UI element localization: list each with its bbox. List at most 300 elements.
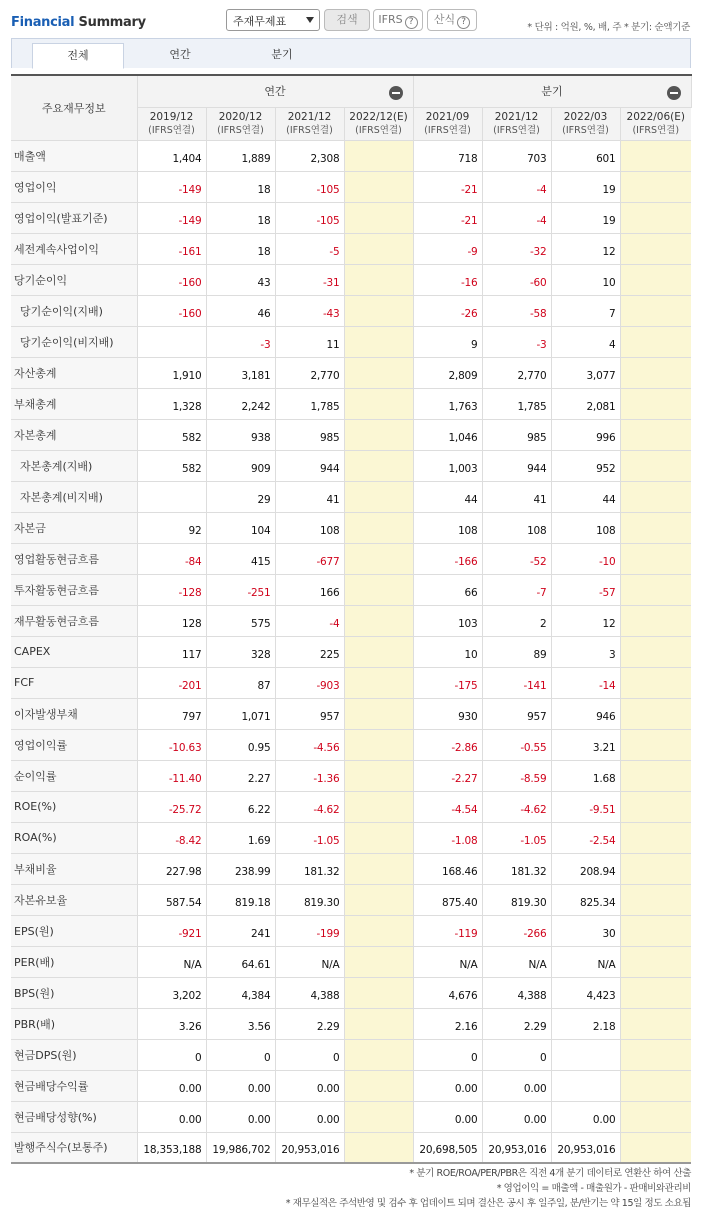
table-cell: N/A	[482, 946, 551, 977]
table-cell: -9	[413, 233, 482, 264]
period-basis: (IFRS연결)	[355, 125, 402, 136]
formula-help-button[interactable]	[427, 9, 477, 31]
table-cell	[344, 202, 413, 233]
row-label: 자본총계(비지배)	[11, 481, 137, 512]
table-cell: 41	[275, 481, 344, 512]
table-cell	[344, 1132, 413, 1163]
ifrs-help-button[interactable]	[373, 9, 423, 31]
row-label: 현금배당성향(%)	[11, 1101, 137, 1132]
table-row	[11, 140, 691, 171]
table-cell: 582	[137, 419, 206, 450]
period-label: 2021/12	[287, 111, 332, 123]
table-cell: -4	[275, 605, 344, 636]
table-cell: 4,388	[482, 977, 551, 1008]
table-cell: 985	[482, 419, 551, 450]
table-cell: 909	[206, 450, 275, 481]
table-cell: -149	[137, 171, 206, 202]
table-cell: -3	[206, 326, 275, 357]
table-cell	[620, 543, 691, 574]
table-cell: 1,785	[275, 388, 344, 419]
table-cell: 128	[137, 605, 206, 636]
table-cell	[344, 760, 413, 791]
table-cell: 1,328	[137, 388, 206, 419]
table-cell	[137, 326, 206, 357]
table-cell	[620, 853, 691, 884]
table-cell: -128	[137, 574, 206, 605]
table-cell: 0	[206, 1039, 275, 1070]
table-cell	[620, 977, 691, 1008]
table-cell: -149	[137, 202, 206, 233]
table-cell: -1.36	[275, 760, 344, 791]
table-cell: -4.62	[482, 791, 551, 822]
table-cell: 2.16	[413, 1008, 482, 1039]
table-cell: -3	[482, 326, 551, 357]
period-label: 2019/12	[149, 111, 194, 123]
table-cell: 4	[551, 326, 620, 357]
table-cell	[620, 233, 691, 264]
table-cell: 582	[137, 450, 206, 481]
table-cell	[551, 1039, 620, 1070]
table-cell: 4,388	[275, 977, 344, 1008]
table-cell: 985	[275, 419, 344, 450]
table-cell: 18	[206, 233, 275, 264]
table-cell: -5	[275, 233, 344, 264]
table-cell: 225	[275, 636, 344, 667]
table-cell: -21	[413, 171, 482, 202]
table-cell: 10	[551, 264, 620, 295]
period-header	[275, 107, 344, 140]
table-cell	[620, 946, 691, 977]
table-cell: -31	[275, 264, 344, 295]
table-cell: -58	[482, 295, 551, 326]
table-cell: 19	[551, 171, 620, 202]
table-cell: 2.29	[482, 1008, 551, 1039]
table-cell: -21	[413, 202, 482, 233]
row-label: 영업이익률	[11, 729, 137, 760]
table-cell	[344, 791, 413, 822]
table-cell: 87	[206, 667, 275, 698]
table-row	[11, 481, 691, 512]
row-label: 자본총계(지배)	[11, 450, 137, 481]
table-cell: 18,353,188	[137, 1132, 206, 1163]
table-body	[11, 140, 691, 1163]
table-row	[11, 543, 691, 574]
tab-all[interactable]: 전체	[32, 43, 124, 69]
table-cell: -105	[275, 171, 344, 202]
table-cell: 587.54	[137, 884, 206, 915]
table-row	[11, 388, 691, 419]
table-cell	[344, 884, 413, 915]
table-cell	[620, 667, 691, 698]
table-cell: 2,242	[206, 388, 275, 419]
table-cell: 1.68	[551, 760, 620, 791]
quarter-group-header	[413, 75, 691, 107]
table-cell	[344, 667, 413, 698]
table-row	[11, 171, 691, 202]
table-cell: 944	[482, 450, 551, 481]
table-cell: 92	[137, 512, 206, 543]
table-row	[11, 357, 691, 388]
table-row	[11, 884, 691, 915]
table-cell: 2.27	[206, 760, 275, 791]
table-cell	[137, 481, 206, 512]
table-cell: -921	[137, 915, 206, 946]
table-cell: 6.22	[206, 791, 275, 822]
table-cell	[551, 1070, 620, 1101]
table-cell: 2.18	[551, 1008, 620, 1039]
table-cell: -201	[137, 667, 206, 698]
table-cell: 20,953,016	[275, 1132, 344, 1163]
table-cell: 18	[206, 171, 275, 202]
table-cell: 117	[137, 636, 206, 667]
table-cell: -119	[413, 915, 482, 946]
row-label: PER(배)	[11, 946, 137, 977]
table-cell: 0.00	[275, 1070, 344, 1101]
table-row	[11, 636, 691, 667]
table-cell: 29	[206, 481, 275, 512]
table-cell	[344, 233, 413, 264]
table-cell: 3	[551, 636, 620, 667]
table-cell: 9	[413, 326, 482, 357]
table-cell: 20,953,016	[551, 1132, 620, 1163]
table-cell: 0	[275, 1039, 344, 1070]
period-label: 2022/06(E)	[626, 111, 685, 123]
table-cell	[344, 636, 413, 667]
table-cell: 2,081	[551, 388, 620, 419]
table-cell: 103	[413, 605, 482, 636]
table-cell: -161	[137, 233, 206, 264]
table-cell: 825.34	[551, 884, 620, 915]
table-cell: 4,676	[413, 977, 482, 1008]
title-financial: Financial	[11, 15, 75, 30]
table-cell	[620, 264, 691, 295]
table-cell	[620, 1070, 691, 1101]
period-tabs	[11, 38, 691, 68]
table-cell: 44	[551, 481, 620, 512]
table-cell	[620, 760, 691, 791]
footnote: * 분기 ROE/ROA/PER/PBR은 직전 4개 분기 데이터로 연환산 하여 산출	[409, 1168, 691, 1179]
period-header	[413, 107, 482, 140]
table-cell: -10.63	[137, 729, 206, 760]
footnotes	[286, 1166, 691, 1211]
page-title	[11, 15, 146, 30]
table-cell: 575	[206, 605, 275, 636]
table-cell: 3.21	[551, 729, 620, 760]
table-cell: 4,384	[206, 977, 275, 1008]
table-cell	[344, 822, 413, 853]
table-cell: 108	[482, 512, 551, 543]
row-label: 영업활동현금흐름	[11, 543, 137, 574]
table-row	[11, 946, 691, 977]
corner-header: 주요재무정보	[11, 75, 137, 140]
period-header	[137, 107, 206, 140]
table-cell	[344, 977, 413, 1008]
table-cell: -4	[482, 202, 551, 233]
table-cell	[344, 295, 413, 326]
table-cell: 1,046	[413, 419, 482, 450]
table-cell: -175	[413, 667, 482, 698]
table-cell: 238.99	[206, 853, 275, 884]
table-cell: 0	[137, 1039, 206, 1070]
table-cell: 0.00	[413, 1101, 482, 1132]
table-cell: -4	[482, 171, 551, 202]
row-label: 당기순이익(비지배)	[11, 326, 137, 357]
table-cell: 18	[206, 202, 275, 233]
table-cell: 0	[413, 1039, 482, 1070]
table-row	[11, 326, 691, 357]
header	[0, 0, 702, 38]
table-cell: 0.00	[206, 1070, 275, 1101]
table-cell: 108	[551, 512, 620, 543]
row-label: 당기순이익(지배)	[11, 295, 137, 326]
table-cell	[344, 698, 413, 729]
table-cell	[344, 264, 413, 295]
table-cell: N/A	[551, 946, 620, 977]
table-cell: -9.51	[551, 791, 620, 822]
table-cell: 166	[275, 574, 344, 605]
period-basis: (IFRS연결)	[632, 125, 680, 136]
table-cell	[620, 512, 691, 543]
table-cell	[344, 512, 413, 543]
table-cell	[620, 202, 691, 233]
table-cell: 46	[206, 295, 275, 326]
table-cell: -1.05	[275, 822, 344, 853]
table-row	[11, 1132, 691, 1163]
table-cell	[344, 171, 413, 202]
table-row	[11, 1008, 691, 1039]
table-cell	[344, 1039, 413, 1070]
table-cell: -84	[137, 543, 206, 574]
table-cell	[620, 1101, 691, 1132]
table-cell: N/A	[137, 946, 206, 977]
footnote: * 영업이익 = 매출액 - 매출원가 - 판매비와관리비	[496, 1183, 691, 1194]
table-cell: 1,910	[137, 357, 206, 388]
table-cell: -0.55	[482, 729, 551, 760]
table-cell: 938	[206, 419, 275, 450]
table-cell: -43	[275, 295, 344, 326]
table-cell: 1,404	[137, 140, 206, 171]
table-cell: 0.00	[275, 1101, 344, 1132]
row-label: 세전계속사업이익	[11, 233, 137, 264]
table-cell: 12	[551, 233, 620, 264]
table-cell: 1,003	[413, 450, 482, 481]
table-cell	[620, 1132, 691, 1163]
table-cell: -166	[413, 543, 482, 574]
table-row	[11, 760, 691, 791]
period-header	[344, 107, 413, 140]
table-cell: 66	[413, 574, 482, 605]
table-row	[11, 1039, 691, 1070]
table-cell: 3.56	[206, 1008, 275, 1039]
table-cell: 0.00	[551, 1101, 620, 1132]
table-cell: 30	[551, 915, 620, 946]
table-cell	[344, 481, 413, 512]
table-cell	[620, 698, 691, 729]
table-cell: 7	[551, 295, 620, 326]
table-cell: 328	[206, 636, 275, 667]
table-cell: 19,986,702	[206, 1132, 275, 1163]
table-cell: 1,071	[206, 698, 275, 729]
table-cell: -52	[482, 543, 551, 574]
tab-annual[interactable]: 연간	[169, 48, 191, 61]
table-cell: 2,809	[413, 357, 482, 388]
table-cell: 875.40	[413, 884, 482, 915]
period-basis: (IFRS연결)	[493, 125, 540, 136]
formula-label: 산식	[433, 13, 456, 26]
statement-type-value: 주재무제표	[233, 15, 287, 28]
table-cell: 957	[275, 698, 344, 729]
table-cell: 0.00	[206, 1101, 275, 1132]
table-cell: 1.69	[206, 822, 275, 853]
table-cell: -11.40	[137, 760, 206, 791]
table-row	[11, 667, 691, 698]
table-cell	[344, 915, 413, 946]
table-row	[11, 264, 691, 295]
row-label: ROA(%)	[11, 822, 137, 853]
row-label: 이자발생부채	[11, 698, 137, 729]
search-button[interactable]: 검색	[324, 9, 370, 31]
table-cell	[620, 636, 691, 667]
annual-group-header	[137, 75, 413, 107]
table-cell: N/A	[275, 946, 344, 977]
table-cell: 957	[482, 698, 551, 729]
period-header	[620, 107, 691, 140]
table-cell: 2,770	[482, 357, 551, 388]
table-cell	[344, 946, 413, 977]
table-cell	[620, 822, 691, 853]
period-basis: (IFRS연결)	[424, 125, 471, 136]
table-cell	[344, 853, 413, 884]
row-label: 재무활동현금흐름	[11, 605, 137, 636]
period-label: 2020/12	[218, 111, 263, 123]
table-cell: -8.42	[137, 822, 206, 853]
table-cell: -160	[137, 295, 206, 326]
table-row	[11, 791, 691, 822]
table-cell	[344, 729, 413, 760]
table-row	[11, 202, 691, 233]
table-cell: 0.00	[482, 1101, 551, 1132]
table-cell: 819.18	[206, 884, 275, 915]
table-cell: 168.46	[413, 853, 482, 884]
table-cell: 181.32	[275, 853, 344, 884]
table-cell	[344, 450, 413, 481]
table-cell: 208.94	[551, 853, 620, 884]
help-icon: ?	[405, 16, 418, 29]
table-cell: 227.98	[137, 853, 206, 884]
period-header	[206, 107, 275, 140]
title-summary: Summary	[78, 15, 146, 30]
row-label: 현금DPS(원)	[11, 1039, 137, 1070]
table-cell	[620, 729, 691, 760]
table-cell: 944	[275, 450, 344, 481]
table-cell: 11	[275, 326, 344, 357]
row-label: 투자활동현금흐름	[11, 574, 137, 605]
row-label: 자산총계	[11, 357, 137, 388]
help-icon: ?	[457, 16, 470, 29]
table-cell: 44	[413, 481, 482, 512]
period-label: 2021/09	[425, 111, 470, 123]
table-cell: 3,181	[206, 357, 275, 388]
table-row	[11, 295, 691, 326]
statement-type-select[interactable]	[226, 9, 320, 31]
table-cell	[620, 419, 691, 450]
table-row	[11, 233, 691, 264]
table-cell: -4.62	[275, 791, 344, 822]
table-cell: 952	[551, 450, 620, 481]
period-label: 2022/03	[563, 111, 608, 123]
table-cell	[344, 326, 413, 357]
unit-note: * 단위 : 억원, %, 배, 주 * 분기: 순액기준	[527, 22, 690, 33]
row-label: 부채총계	[11, 388, 137, 419]
period-basis: (IFRS연결)	[217, 125, 264, 136]
table-cell: 241	[206, 915, 275, 946]
table-cell: 41	[482, 481, 551, 512]
table-cell: -251	[206, 574, 275, 605]
table-cell	[344, 1008, 413, 1039]
table-row	[11, 698, 691, 729]
table-cell	[620, 915, 691, 946]
table-cell: 996	[551, 419, 620, 450]
tab-quarterly[interactable]: 분기	[271, 48, 293, 61]
financial-summary-table	[11, 74, 692, 1164]
table-cell: 3.26	[137, 1008, 206, 1039]
table-cell	[620, 140, 691, 171]
table-cell: 89	[482, 636, 551, 667]
table-cell: -57	[551, 574, 620, 605]
table-cell: 20,953,016	[482, 1132, 551, 1163]
table-cell: -16	[413, 264, 482, 295]
table-cell	[344, 419, 413, 450]
table-cell	[344, 574, 413, 605]
table-cell: -105	[275, 202, 344, 233]
period-header	[482, 107, 551, 140]
table-cell	[344, 357, 413, 388]
period-label: 2022/12(E)	[349, 111, 408, 123]
table-cell: 703	[482, 140, 551, 171]
row-label: 순이익률	[11, 760, 137, 791]
table-cell: 12	[551, 605, 620, 636]
table-cell: 819.30	[482, 884, 551, 915]
row-label: 부채비율	[11, 853, 137, 884]
table-cell: 19	[551, 202, 620, 233]
table-cell: -199	[275, 915, 344, 946]
table-cell: 181.32	[482, 853, 551, 884]
period-basis: (IFRS연결)	[148, 125, 195, 136]
table-row	[11, 419, 691, 450]
row-label: 발행주식수(보통주)	[11, 1132, 137, 1163]
collapse-annual-icon[interactable]	[389, 86, 403, 100]
table-cell	[344, 543, 413, 574]
collapse-quarter-icon[interactable]	[667, 86, 681, 100]
table-cell: -1.08	[413, 822, 482, 853]
period-basis: (IFRS연결)	[286, 125, 333, 136]
table-cell: 4,423	[551, 977, 620, 1008]
table-row	[11, 853, 691, 884]
annual-group-label: 연간	[264, 85, 286, 99]
table-row	[11, 512, 691, 543]
table-cell: 2	[482, 605, 551, 636]
table-cell	[620, 326, 691, 357]
table-cell: 108	[413, 512, 482, 543]
chevron-down-icon	[306, 17, 314, 23]
table-row	[11, 915, 691, 946]
table-row	[11, 822, 691, 853]
table-cell	[620, 884, 691, 915]
row-label: 당기순이익	[11, 264, 137, 295]
table-cell	[620, 450, 691, 481]
table-cell: -903	[275, 667, 344, 698]
table-cell: 415	[206, 543, 275, 574]
